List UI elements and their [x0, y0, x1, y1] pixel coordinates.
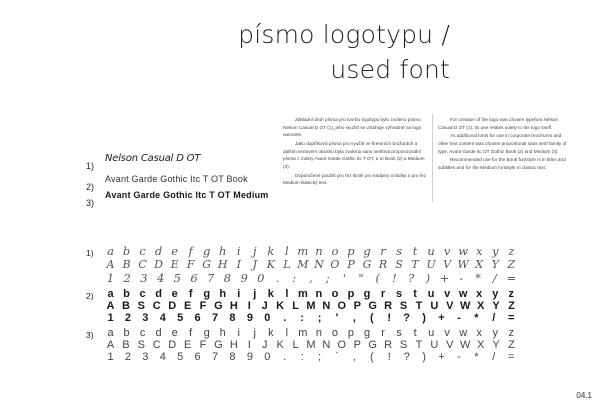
glyph: u — [427, 288, 435, 300]
glyph: I — [236, 258, 241, 271]
glyph: J — [252, 258, 257, 271]
page-title-line-1: písmo logotypu / — [238, 20, 450, 49]
set-number: 3) — [86, 330, 94, 340]
glyph: 5 — [177, 312, 184, 324]
glyph: C — [152, 300, 161, 312]
glyph-row-uppercase — [104, 258, 518, 271]
glyph: G — [362, 258, 372, 271]
glyph: 4 — [159, 351, 166, 363]
glyph: * — [474, 312, 479, 324]
glyph: ( — [375, 271, 380, 285]
glyph: i — [237, 288, 241, 300]
page-number: 04.1 — [576, 391, 592, 400]
glyph: g — [203, 244, 211, 258]
glyph: f — [188, 244, 193, 258]
glyph: 8 — [229, 351, 236, 363]
font-list — [86, 150, 286, 210]
glyph: R — [384, 300, 393, 312]
glyph: M — [306, 300, 316, 312]
glyph: f — [188, 288, 193, 300]
glyph: ) — [425, 271, 431, 285]
description-czech-paragraph: Jako doplňková písma pro využití ve firemních brožurách a dalším textovém obsahu byla zvolena sans serifová proporcionální písma z rodiny Avant Garde Gothic Itc T OT, a to Book (2) a Medium (3). — [283, 140, 425, 169]
glyph: w — [459, 327, 468, 339]
glyph: m — [297, 288, 308, 300]
glyph-row-digits — [104, 351, 518, 363]
glyph-row-lowercase — [104, 244, 518, 258]
glyph: I — [247, 339, 251, 351]
glyph: 7 — [207, 271, 215, 285]
glyph: 9 — [246, 312, 253, 324]
glyph: g — [363, 288, 371, 300]
glyph: v — [444, 288, 451, 300]
glyph: p — [347, 288, 355, 300]
glyph: ; — [318, 351, 322, 363]
glyph: M — [306, 339, 316, 351]
glyph: G — [214, 339, 223, 351]
glyph: 4 — [159, 312, 166, 324]
glyph: X — [476, 300, 485, 312]
glyph: 2 — [123, 271, 131, 285]
glyph: L — [283, 258, 291, 271]
glyph: O — [337, 300, 347, 312]
glyph: T — [415, 339, 423, 351]
glyph: v — [443, 244, 451, 258]
glyph: d — [155, 288, 162, 300]
glyph: b — [123, 327, 130, 339]
glyph: x — [475, 244, 483, 258]
glyph: g — [363, 244, 371, 258]
glyph: P — [353, 300, 361, 312]
glyph: 6 — [190, 271, 198, 285]
glyph: X — [475, 258, 484, 271]
glyph: K — [276, 339, 284, 351]
glyph: = — [507, 351, 515, 363]
glyph: n — [315, 244, 323, 258]
glyph: F — [199, 300, 207, 312]
glyph: 1 — [107, 351, 114, 363]
glyph: g — [363, 327, 371, 339]
glyph: / — [492, 271, 497, 285]
glyph: V — [446, 339, 454, 351]
glyph: - — [457, 312, 461, 324]
glyph: " — [358, 271, 364, 285]
glyph: L — [292, 339, 299, 351]
glyph: E — [183, 339, 192, 351]
font-list-item — [86, 153, 201, 173]
glyph: E — [183, 300, 192, 312]
glyph: P — [353, 339, 361, 351]
glyph: N — [314, 258, 324, 271]
glyph: x — [476, 327, 482, 339]
glyph: 0 — [264, 351, 271, 363]
glyph: 3 — [142, 351, 149, 363]
description-english-paragraph: Recommended use for the Book fontstyle is in titles and subtitles and for the Medium fontstyle in classic text. — [438, 157, 566, 170]
glyph: n — [315, 327, 322, 339]
glyph: d — [154, 244, 163, 258]
glyph: s — [396, 327, 402, 339]
glyph: D — [168, 300, 177, 312]
glyph: 8 — [229, 312, 236, 324]
glyph: = — [507, 312, 515, 324]
glyph: O — [330, 258, 340, 271]
glyph: x — [476, 288, 483, 300]
glyph: + — [438, 351, 445, 363]
glyph: y — [492, 244, 499, 258]
glyph: k — [267, 244, 275, 258]
glyph: o — [331, 288, 339, 300]
glyph: Z — [508, 339, 515, 351]
glyph: B — [121, 300, 130, 312]
glyph: C — [152, 339, 161, 351]
glyph: U — [426, 258, 436, 271]
glyph: p — [347, 327, 355, 339]
glyph: ! — [392, 271, 397, 285]
glyph: 1 — [106, 271, 115, 285]
glyph: j — [252, 244, 257, 258]
glyph-row-lowercase — [104, 288, 518, 300]
font-list-item — [86, 190, 269, 210]
glyph: E — [170, 258, 179, 271]
glyph: B — [122, 339, 130, 351]
glyph: 4 — [156, 271, 165, 285]
glyph: = — [506, 271, 517, 285]
glyph: 2 — [124, 351, 131, 363]
glyph: - — [459, 271, 464, 285]
glyph: i — [237, 327, 240, 339]
glyph: N — [322, 300, 331, 312]
glyph: ' — [342, 271, 346, 285]
description-english-paragraph: For creation of the logo was chosen typefont Nelson Casual D OT (1), its use relates solely to the logo itself. — [438, 117, 559, 130]
glyph: . — [283, 312, 287, 324]
glyph: 9 — [240, 271, 248, 285]
glyph: m — [297, 244, 309, 258]
glyph: r — [381, 327, 385, 339]
glyph: t — [413, 327, 417, 339]
glyph: c — [139, 288, 146, 300]
description-czech-paragraph: Doporučené použití pro řez Book pro nadpisy a titulky a pro řez Medium klasický text. — [283, 172, 427, 186]
glyph: , — [309, 271, 313, 285]
glyph: z — [508, 244, 515, 258]
glyph: l — [285, 288, 289, 300]
glyph: T — [415, 300, 423, 312]
glyph: ? — [403, 312, 411, 324]
glyph: . — [283, 351, 287, 363]
font-number: 3) — [86, 198, 95, 208]
glyph: S — [137, 339, 146, 351]
glyph: G — [202, 258, 212, 271]
glyph: o — [331, 244, 339, 258]
glyph: ! — [387, 312, 392, 324]
glyph: ; — [325, 271, 330, 285]
glyph: D — [154, 258, 163, 271]
glyph: g — [203, 327, 210, 339]
glyph: A — [106, 258, 115, 271]
glyph: S — [137, 300, 146, 312]
glyph: w — [458, 244, 469, 258]
glyph: ' — [335, 312, 339, 324]
glyph: M — [297, 258, 309, 271]
glyph: s — [396, 288, 403, 300]
glyph: s — [396, 244, 403, 258]
glyph: ` — [335, 351, 339, 363]
glyph: S — [399, 300, 408, 312]
glyph: 1 — [107, 312, 114, 324]
glyph: Y — [491, 258, 499, 271]
glyph: t — [413, 288, 417, 300]
glyph: Y — [492, 300, 500, 312]
glyph: e — [171, 244, 179, 258]
glyph: J — [261, 339, 268, 351]
glyph-row-digits — [104, 271, 518, 285]
page-title — [238, 18, 450, 86]
glyph: v — [444, 327, 450, 339]
glyph: g — [203, 288, 211, 300]
glyph: O — [337, 339, 347, 351]
glyph: C — [138, 258, 147, 271]
set-number: 1) — [86, 248, 94, 258]
glyph: a — [107, 288, 114, 300]
glyph: H — [229, 339, 238, 351]
font-number: 1) — [86, 161, 95, 171]
glyph: V — [446, 300, 454, 312]
glyph: e — [171, 327, 178, 339]
glyph: n — [315, 288, 323, 300]
glyph: t — [412, 244, 418, 258]
glyph: : — [292, 271, 297, 285]
glyph: z — [508, 288, 515, 300]
glyph: A — [106, 339, 115, 351]
glyph: 7 — [211, 312, 219, 324]
glyph: 0 — [257, 271, 265, 285]
glyph: U — [430, 339, 439, 351]
glyph: i — [236, 244, 241, 258]
glyph: 0 — [264, 312, 271, 324]
glyph: 3 — [140, 271, 148, 285]
font-name-avant-garde-medium: Avant Garde Gothic Itc T OT Medium — [105, 190, 269, 200]
glyph: , — [352, 351, 356, 363]
column-divider — [432, 114, 433, 202]
glyph: - — [457, 351, 461, 363]
glyph: R — [384, 339, 393, 351]
glyph: m — [298, 327, 308, 339]
glyph: ) — [422, 312, 426, 324]
description-czech — [283, 116, 427, 188]
glyph: ( — [369, 312, 374, 324]
glyph: 5 — [173, 271, 181, 285]
glyph: u — [428, 327, 435, 339]
glyph: L — [292, 300, 299, 312]
glyph: W — [457, 258, 469, 271]
glyph: S — [399, 339, 408, 351]
glyph: a — [107, 244, 114, 258]
glyph: Y — [492, 339, 500, 351]
glyph: G — [368, 300, 377, 312]
glyph: w — [458, 288, 468, 300]
glyph: , — [352, 312, 356, 324]
glyph: W — [460, 339, 471, 351]
glyph: T — [411, 258, 419, 271]
glyph: ) — [422, 351, 426, 363]
glyph: r — [380, 244, 386, 258]
glyph: F — [199, 339, 207, 351]
glyph: Z — [508, 300, 515, 312]
glyph: ; — [317, 312, 322, 324]
glyph: / — [492, 351, 496, 363]
glyph: K — [266, 258, 275, 271]
glyph: U — [430, 300, 439, 312]
glyph: V — [443, 258, 452, 271]
glyph: : — [300, 351, 304, 363]
page-title-line-2: used font — [330, 55, 450, 84]
glyph: b — [122, 244, 131, 258]
glyph: A — [106, 300, 115, 312]
glyph: P — [347, 258, 355, 271]
glyph: K — [276, 300, 285, 312]
glyph: S — [395, 258, 403, 271]
glyph: D — [168, 339, 177, 351]
glyph: I — [247, 300, 251, 312]
glyph-row-digits — [104, 312, 518, 324]
glyph: h — [219, 288, 227, 300]
glyph: Z — [507, 258, 516, 271]
glyph: c — [139, 244, 146, 258]
glyph: R — [378, 258, 388, 271]
glyph: : — [300, 312, 304, 324]
glyph: j — [253, 327, 256, 339]
glyph: ? — [403, 351, 410, 363]
glyph: . — [275, 271, 280, 285]
glyph: b — [123, 288, 130, 300]
glyph-row-uppercase — [104, 339, 518, 351]
glyph-row-lowercase — [104, 327, 518, 339]
glyph: G — [214, 300, 223, 312]
glyph: r — [380, 288, 386, 300]
glyph: H — [229, 300, 238, 312]
font-number: 2) — [86, 182, 95, 192]
glyph: a — [107, 327, 114, 339]
glyph: X — [476, 339, 485, 351]
glyph: o — [331, 327, 338, 339]
set-number: 2) — [86, 291, 94, 301]
glyph: 6 — [194, 351, 201, 363]
glyph: 2 — [124, 312, 131, 324]
glyph: k — [268, 327, 274, 339]
glyph: F — [186, 258, 195, 271]
glyph: 8 — [223, 271, 232, 285]
glyph: p — [347, 244, 355, 258]
glyph: k — [267, 288, 274, 300]
glyph: l — [285, 244, 289, 258]
glyph: e — [171, 288, 178, 300]
glyph: N — [322, 339, 331, 351]
glyph: J — [261, 300, 268, 312]
glyph: l — [285, 327, 289, 339]
font-name-avant-garde-book: Avant Garde Gothic Itc T OT Book — [105, 174, 248, 184]
glyph: y — [492, 288, 499, 300]
glyph: j — [253, 288, 257, 300]
description-czech-paragraph: Základní druh písma pro tvorbu logotypu bylo zvoleno písmo Nelson Casual D OT (1), jeho využití se vztahuje výhradně na logo samotné. — [283, 117, 422, 138]
glyph: h — [219, 327, 226, 339]
glyph: d — [155, 327, 162, 339]
glyph: ? — [408, 271, 415, 285]
glyph: y — [492, 327, 498, 339]
glyph: * — [475, 271, 481, 285]
glyph: 7 — [211, 351, 219, 363]
glyph: ! — [387, 351, 391, 363]
glyph: 6 — [194, 312, 201, 324]
glyph: 3 — [142, 312, 149, 324]
glyph: + — [439, 271, 450, 285]
glyph-row-uppercase — [104, 300, 518, 312]
glyph: H — [217, 258, 228, 271]
glyph: u — [427, 244, 435, 258]
glyph: G — [368, 339, 377, 351]
glyph: 9 — [246, 351, 253, 363]
glyph: / — [492, 312, 496, 324]
glyph: 5 — [177, 351, 184, 363]
glyph: z — [508, 327, 515, 339]
glyph: B — [122, 258, 131, 271]
glyph: ( — [369, 351, 374, 363]
glyph: h — [219, 244, 227, 258]
glyph: * — [474, 351, 479, 363]
glyph: f — [189, 327, 193, 339]
description-english — [438, 116, 572, 173]
font-name-nelson-casual: Nelson Casual D OT — [105, 153, 201, 164]
glyph: W — [460, 300, 471, 312]
glyph: c — [139, 327, 146, 339]
description-english-paragraph: As additional fonts for use in corporate brochures and other text content was chosen proportional sans serif family of type, Avant Garde Itc OT Gothic Book (2) and Medium (3). — [438, 133, 567, 154]
glyph: + — [438, 312, 445, 324]
